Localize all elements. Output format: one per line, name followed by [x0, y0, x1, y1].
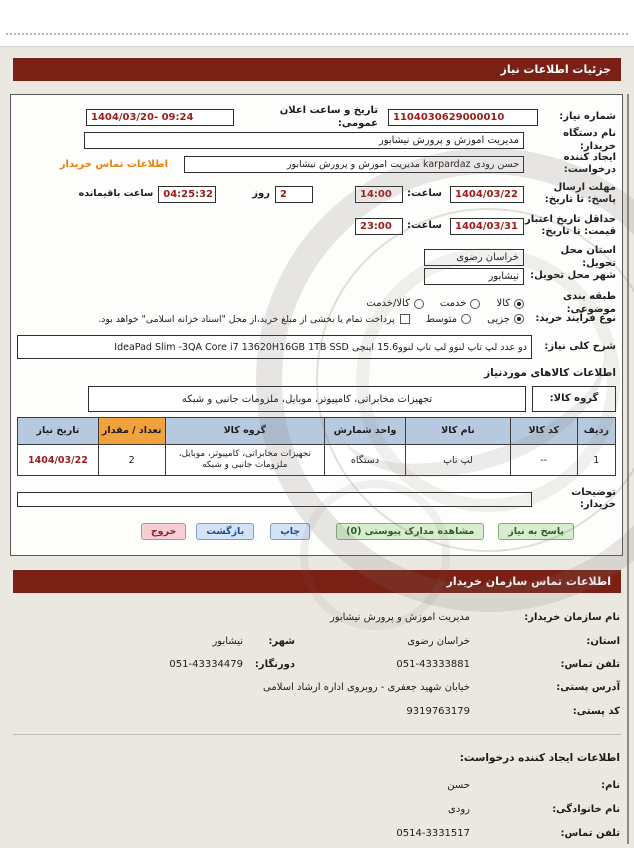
goods-group-label: گروه کالا: [532, 386, 616, 412]
goods-table-row [18, 445, 616, 476]
remaining-days-label: روز [252, 187, 270, 199]
row-goods-section [17, 367, 616, 380]
validity-hour-label: ساعت: [406, 219, 442, 231]
fax-label: دورنگار: [254, 659, 295, 670]
address-label: آدرس پستی: [556, 682, 620, 693]
remaining-time-field[interactable]: 04:25:32 [158, 186, 216, 203]
delivery-city-label: شهر محل تحویل: [530, 270, 616, 282]
radio-goods-service-label: کالا/خدمت [366, 298, 410, 309]
section-header-need-details [13, 58, 621, 81]
content-right-border [627, 94, 629, 844]
buyer-org-label: نام دستگاه خریدار: [563, 128, 616, 152]
row-buyer-notes [17, 487, 616, 511]
radio-minor-label: جزیی [487, 313, 510, 325]
buyer-contact-title: اطلاعات تماس سازمان خریدار [446, 575, 611, 588]
goods-section-label: اطلاعات کالاهای موردنیاز [484, 367, 616, 379]
phone-label: تلفن تماس: [560, 659, 620, 670]
radio-goods[interactable] [514, 299, 524, 309]
buyer-contact-link[interactable]: اطلاعات تماس خریدار [59, 158, 168, 170]
col-goods-group: گروه کالا [165, 418, 325, 445]
goods-table [17, 417, 616, 476]
last-name-label: نام خانوادگی: [552, 804, 620, 815]
row-phone-fax [14, 659, 620, 670]
postal-code-value: 9319763179 [406, 706, 470, 717]
section-header-buyer-contact [13, 570, 621, 593]
row-postal-address [14, 682, 620, 693]
buyer-org-field[interactable]: مدیریت اموزش و پرورش نیشابور [84, 132, 524, 149]
print-button[interactable]: چاپ [270, 523, 310, 540]
announce-datetime-field[interactable]: 1404/03/20- 09:24 [86, 109, 234, 126]
remaining-days-field[interactable]: 2 [275, 186, 313, 203]
need-description-field[interactable]: دو عدد لپ تاپ لنوو لپ تاپ لنوو15.6 اینچی IdeaPad Slim -3QA Core i7 13620H16GB 1TB SSD [17, 335, 532, 359]
row-request-creator [17, 151, 616, 177]
deadline-date-field[interactable]: 1404/03/22 [450, 186, 524, 203]
row-buyer-org [17, 128, 616, 153]
col-need-date: تاریخ نیاز [18, 418, 99, 445]
purchase-process-label: نوع فرآیند خرید: [535, 313, 616, 324]
last-name-value: رودی [448, 804, 470, 815]
row-response-deadline [17, 181, 616, 207]
treasury-checkbox[interactable] [400, 314, 410, 324]
subject-classification-label: طبقه بندی موضوعی: [562, 291, 616, 315]
row-delivery-city [17, 268, 616, 285]
deadline-label: مهلت ارسال پاسخ: تا تاریخ: [544, 181, 616, 205]
row-purchase-process [17, 313, 616, 326]
col-goods-code: کد کالا [510, 418, 577, 445]
row-need-description [17, 335, 616, 359]
row-first-name [14, 780, 620, 791]
delivery-province-field[interactable]: خراسان رضوی [424, 249, 524, 266]
cell-unit: دستگاه [325, 445, 406, 476]
row-org-name [14, 612, 620, 623]
row-last-name [14, 804, 620, 815]
need-number-label: شماره نیاز: [559, 111, 616, 123]
delivery-province-label: استان محل تحویل: [560, 245, 616, 269]
province-value: خراسان رضوی [407, 636, 470, 647]
cell-goods-code: -- [510, 445, 577, 476]
fax-value: 051-43334479 [169, 659, 243, 670]
col-goods-name: نام کالا [405, 418, 510, 445]
radio-goods-service[interactable] [414, 299, 424, 309]
radio-goods-label: کالا [496, 298, 510, 309]
row-action-buttons [17, 523, 616, 540]
postal-code-label: کد پستی: [572, 706, 620, 717]
price-validity-label: حداقل تاریخ اعتبار قیمت: تا تاریخ: [524, 213, 616, 237]
row-delivery-province [17, 245, 616, 270]
back-button[interactable]: بازگشت [196, 523, 254, 540]
exit-button[interactable]: خروج [141, 523, 187, 540]
goods-table-header-row [18, 418, 616, 445]
goods-group-field[interactable]: تجهیزات مخابراتی، کامپیوتر، موبایل، ملزومات جانبی و شبکه [88, 386, 526, 412]
col-quantity: تعداد / مقدار [98, 418, 165, 445]
need-description-label: شرح کلی نیاز: [544, 340, 616, 352]
section-divider [13, 734, 621, 735]
province-label: استان: [586, 636, 620, 647]
validity-date-field[interactable]: 1404/03/31 [450, 218, 524, 235]
first-name-value: حسن [447, 780, 470, 791]
row-province-city [14, 636, 620, 647]
radio-medium-label: متوسط [425, 313, 458, 325]
creator-section-label: اطلاعات ایجاد کننده درخواست: [459, 752, 620, 764]
city-label: شهر: [268, 636, 295, 647]
cell-need-date: 1404/03/22 [18, 445, 99, 476]
cell-goods-group: تجهیزات مخابراتی، کامپیوتر، موبایل، ملزومات جانبی و شبکه [165, 445, 325, 476]
col-row-number: ردیف [577, 418, 615, 445]
phone-value: 051-43333881 [396, 659, 470, 670]
row-creator-section [14, 752, 620, 764]
delivery-city-field[interactable]: نیشابور [424, 268, 524, 285]
row-creator-phone [14, 828, 620, 839]
buyer-notes-field[interactable] [17, 492, 532, 507]
need-number-field[interactable]: 1104030629000010 [388, 109, 538, 126]
radio-medium[interactable] [461, 314, 471, 324]
validity-time-field[interactable]: 23:00 [355, 218, 403, 235]
announce-datetime-label: تاریخ و ساعت اعلان عمومی: [279, 105, 378, 129]
row-price-validity [17, 213, 616, 239]
buyer-notes-label: توضیحات خریدار: [571, 486, 616, 510]
dotted-separator [6, 33, 628, 35]
remaining-time-label: ساعت باقیمانده [78, 188, 154, 200]
row-goods-table [17, 417, 616, 476]
need-details-title: جزئیات اطلاعات نیاز [500, 63, 611, 76]
request-creator-field[interactable]: حسن رودی karpardaz مدیریت اموزش و پرورش نیشابور [184, 156, 524, 173]
cell-row-number: 1 [577, 445, 615, 476]
col-unit: واحد شمارش [325, 418, 406, 445]
request-creator-label: ایجاد کننده درخواست: [563, 151, 616, 175]
view-attachments-button[interactable]: مشاهده مدارک پیوستی (0) [336, 523, 484, 540]
cell-goods-name: لپ تاپ [405, 445, 510, 476]
row-goods-group [17, 385, 616, 413]
deadline-time-field[interactable]: 14:00 [355, 186, 403, 203]
treasury-note: پرداخت تمام یا بخشی از مبلغ خرید،از محل "اسناد خزانه اسلامی" خواهد بود. [98, 313, 395, 325]
respond-button[interactable]: پاسخ به نیاز [498, 523, 574, 540]
row-need-number [17, 105, 616, 130]
radio-service[interactable] [470, 299, 480, 309]
cell-quantity: 2 [98, 445, 165, 476]
city-value: نیشابور [212, 636, 243, 647]
radio-minor[interactable] [514, 314, 524, 324]
creator-phone-value: 0514-3331517 [396, 828, 470, 839]
row-postal-code [14, 706, 620, 717]
org-name-label: نام سازمان خریدار: [524, 612, 620, 623]
need-details-panel [10, 94, 623, 556]
creator-phone-label: تلفن تماس: [560, 828, 620, 839]
address-value: خیابان شهید جعفری - روبروی اداره ارشاد اسلامی [263, 682, 470, 693]
radio-service-label: خدمت [439, 298, 467, 309]
deadline-hour-label: ساعت: [406, 187, 442, 199]
org-name-value: مدیریت اموزش و پرورش نیشابور [329, 612, 470, 623]
first-name-label: نام: [601, 780, 620, 791]
